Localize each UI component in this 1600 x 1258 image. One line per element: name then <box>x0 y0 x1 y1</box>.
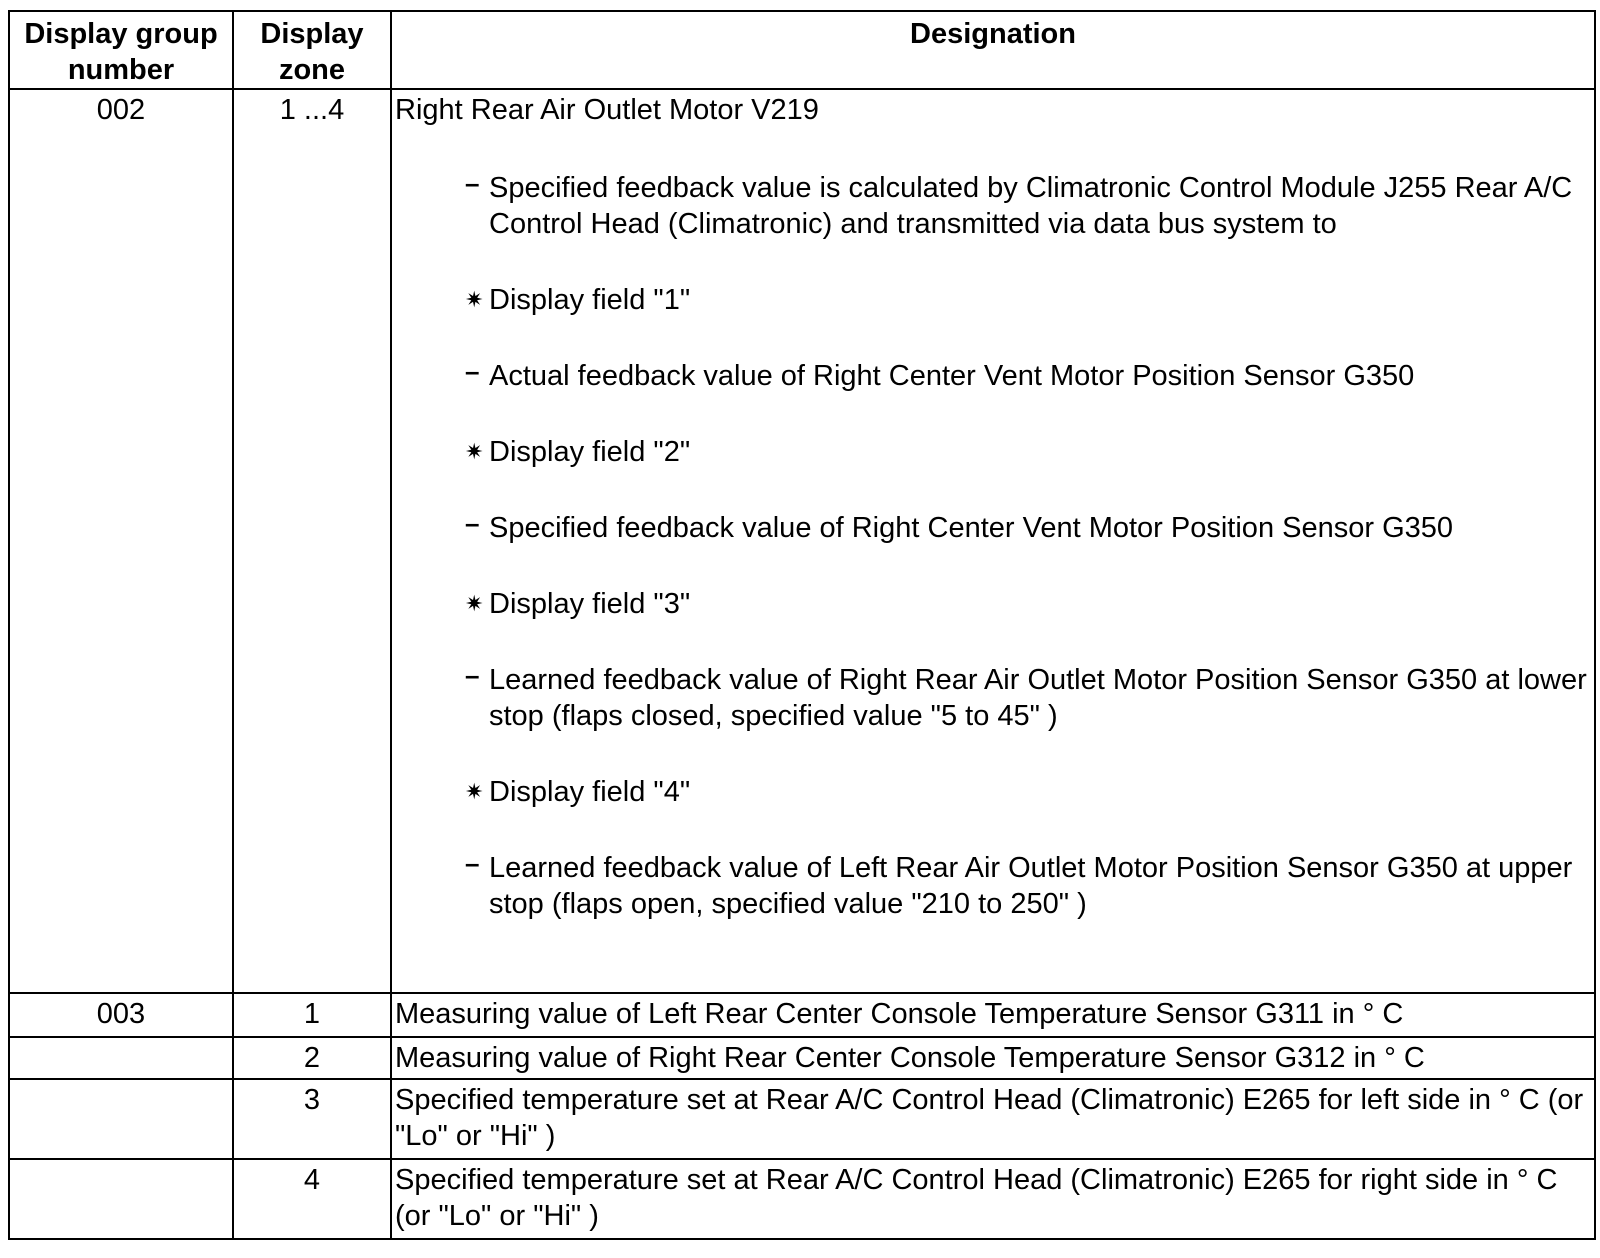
list-item-text: Display field "3" <box>489 588 691 620</box>
header-zone-line2: zone <box>278 54 346 86</box>
header-designation: Designation <box>391 11 1595 89</box>
list-item-text: Specified feedback value is calculated by Climatronic Control Module J255 Rear A/C Control Head (Climatronic) and transmitted via data bus system to <box>489 172 1573 240</box>
list-item-text: Actual feedback value of Right Center Vent Motor Position Sensor G350 <box>489 360 1415 392</box>
list-item <box>465 510 1592 546</box>
list-item <box>465 662 1592 734</box>
zone-cell: 1 <box>233 993 391 1037</box>
zone-cell: 4 <box>233 1159 391 1239</box>
list-item-text: Specified feedback value of Right Center Vent Motor Position Sensor G350 <box>489 512 1454 544</box>
list-item-text: Display field "4" <box>489 776 691 808</box>
list-item-text: Learned feedback value of Right Rear Air Outlet Motor Position Sensor G350 at lower stop (flaps closed, specified value "5 to 45" ) <box>489 664 1587 732</box>
dash-bullet-icon: – <box>465 660 480 690</box>
list-item <box>465 434 1592 470</box>
designation-cell: Specified temperature set at Rear A/C Control Head (Climatronic) E265 for left side in ° C (or "Lo" or "Hi" ) <box>391 1079 1595 1159</box>
designation-cell: Measuring value of Left Rear Center Console Temperature Sensor G311 in ° C <box>391 993 1595 1037</box>
table-row <box>9 1037 1595 1079</box>
header-zone-line1: Display <box>260 18 364 50</box>
display-groups-table <box>8 10 1596 1240</box>
designation-cell <box>391 89 1595 993</box>
list-item-text: Display field "2" <box>489 436 691 468</box>
header-group-line2: number <box>67 54 175 86</box>
dash-bullet-icon: – <box>465 508 480 538</box>
zone-cell: 1 ...4 <box>233 89 391 993</box>
table-row <box>9 1079 1595 1159</box>
header-display-zone <box>233 11 391 89</box>
asterisk-bullet-icon: ✷ <box>465 591 484 616</box>
asterisk-bullet-icon: ✷ <box>465 779 484 804</box>
group-number-cell: 003 <box>9 993 233 1037</box>
list-item-text: Display field "1" <box>489 284 691 316</box>
list-item <box>465 586 1592 622</box>
group-number-cell <box>9 1037 233 1079</box>
dash-bullet-icon: – <box>465 848 480 878</box>
group-number-cell: 002 <box>9 89 233 993</box>
designation-title: Right Rear Air Outlet Motor V219 <box>395 94 819 126</box>
asterisk-bullet-icon: ✷ <box>465 287 484 312</box>
zone-cell: 2 <box>233 1037 391 1079</box>
dash-bullet-icon: – <box>465 356 480 386</box>
list-item <box>465 850 1592 922</box>
table-row <box>9 993 1595 1037</box>
designation-cell: Specified temperature set at Rear A/C Control Head (Climatronic) E265 for right side in ° C (or "Lo" or "Hi" ) <box>391 1159 1595 1239</box>
designation-cell: Measuring value of Right Rear Center Console Temperature Sensor G312 in ° C <box>391 1037 1595 1079</box>
list-item <box>465 170 1592 242</box>
group-number-cell <box>9 1159 233 1239</box>
table-row <box>9 1159 1595 1239</box>
list-item <box>465 282 1592 318</box>
table-header-row <box>9 11 1595 89</box>
header-group-line1: Display group <box>24 18 218 50</box>
list-item-text: Learned feedback value of Left Rear Air Outlet Motor Position Sensor G350 at upper stop (flaps open, specified value "210 to 250" ) <box>489 852 1573 920</box>
header-display-group-number <box>9 11 233 89</box>
table-row <box>9 89 1595 993</box>
list-item <box>465 774 1592 810</box>
group-number-cell <box>9 1079 233 1159</box>
dash-bullet-icon: – <box>465 168 480 198</box>
list-item <box>465 358 1592 394</box>
zone-cell: 3 <box>233 1079 391 1159</box>
asterisk-bullet-icon: ✷ <box>465 439 484 464</box>
